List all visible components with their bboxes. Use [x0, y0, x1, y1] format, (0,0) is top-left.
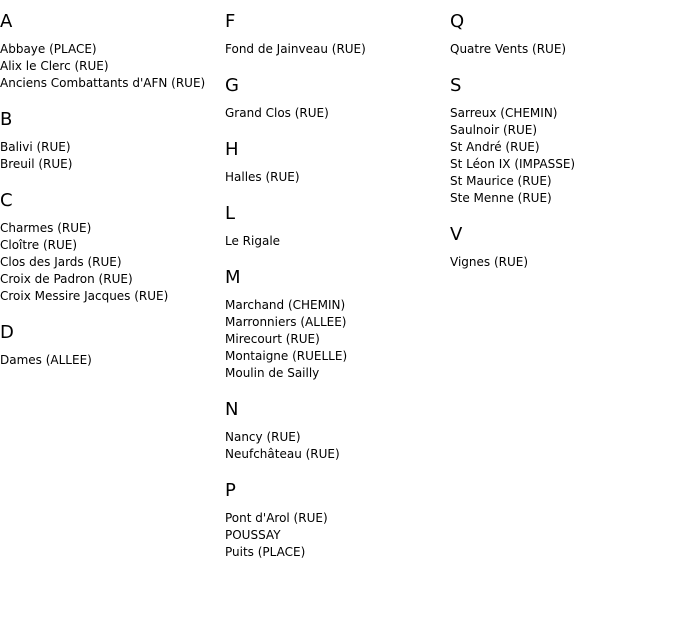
street-list: [225, 41, 445, 58]
street-link[interactable]: Abbaye (PLACE): [0, 42, 97, 56]
street-list: [0, 352, 220, 369]
column-1: [0, 0, 220, 369]
letter-section: [225, 267, 445, 382]
section-letter-heading: S: [450, 75, 462, 96]
street-link[interactable]: Dames (ALLEE): [0, 353, 92, 367]
street-list: [0, 41, 220, 92]
street-link[interactable]: Charmes (RUE): [0, 221, 92, 235]
letter-section: [225, 399, 445, 463]
letter-section: [450, 224, 670, 271]
letter-section: [225, 203, 445, 250]
street-link[interactable]: St André (RUE): [450, 140, 540, 154]
street-link[interactable]: Cloître (RUE): [0, 238, 78, 252]
street-list: [0, 139, 220, 173]
section-letter-heading: M: [225, 267, 241, 288]
street-link[interactable]: Grand Clos (RUE): [225, 106, 329, 120]
column-2: [225, 0, 445, 561]
street-link[interactable]: Montaigne (RUELLE): [225, 349, 348, 363]
letter-section: [450, 11, 670, 58]
section-letter-heading: G: [225, 75, 239, 96]
street-link[interactable]: Clos des Jards (RUE): [0, 255, 122, 269]
section-letter-heading: C: [0, 190, 13, 211]
street-link[interactable]: Breuil (RUE): [0, 157, 73, 171]
street-link[interactable]: Nancy (RUE): [225, 430, 301, 444]
letter-section: [225, 75, 445, 122]
letter-section: [0, 11, 220, 92]
section-letter-heading: F: [225, 11, 236, 32]
street-link[interactable]: Pont d'Arol (RUE): [225, 511, 328, 525]
letter-section: [225, 480, 445, 561]
street-link[interactable]: Ste Menne (RUE): [450, 191, 552, 205]
street-link[interactable]: Neufchâteau (RUE): [225, 447, 340, 461]
letter-section: [0, 322, 220, 369]
column-3: [450, 0, 670, 271]
section-letter-heading: B: [0, 109, 13, 130]
street-list: [450, 105, 670, 207]
street-link[interactable]: Fond de Jainveau (RUE): [225, 42, 366, 56]
street-link[interactable]: St Léon IX (IMPASSE): [450, 157, 576, 171]
letter-section: [0, 109, 220, 173]
street-link[interactable]: Anciens Combattants d'AFN (RUE): [0, 76, 206, 90]
street-link[interactable]: Marchand (CHEMIN): [225, 298, 346, 312]
street-link[interactable]: Alix le Clerc (RUE): [0, 59, 109, 73]
street-link[interactable]: Mirecourt (RUE): [225, 332, 320, 346]
street-link[interactable]: Sarreux (CHEMIN): [450, 106, 558, 120]
street-link[interactable]: Moulin de Sailly: [225, 366, 320, 380]
street-link[interactable]: Saulnoir (RUE): [450, 123, 538, 137]
street-list: [0, 220, 220, 305]
street-link[interactable]: Croix de Padron (RUE): [0, 272, 133, 286]
street-list: [225, 297, 445, 382]
street-link[interactable]: Halles (RUE): [225, 170, 300, 184]
street-link[interactable]: POUSSAY: [225, 528, 281, 542]
section-letter-heading: V: [450, 224, 463, 245]
street-link[interactable]: Balivi (RUE): [0, 140, 71, 154]
street-list: [225, 233, 445, 250]
street-link[interactable]: Quatre Vents (RUE): [450, 42, 567, 56]
street-link[interactable]: Puits (PLACE): [225, 545, 306, 559]
street-link[interactable]: Vignes (RUE): [450, 255, 529, 269]
street-link[interactable]: St Maurice (RUE): [450, 174, 552, 188]
letter-section: [225, 139, 445, 186]
street-list: [225, 510, 445, 561]
section-letter-heading: A: [0, 11, 13, 32]
letter-section: [225, 11, 445, 58]
section-letter-heading: N: [225, 399, 239, 420]
street-link[interactable]: Croix Messire Jacques (RUE): [0, 289, 169, 303]
street-list: [450, 41, 670, 58]
section-letter-heading: D: [0, 322, 14, 343]
letter-section: [450, 75, 670, 207]
street-link[interactable]: Le Rigale: [225, 234, 281, 248]
street-list: [225, 429, 445, 463]
section-letter-heading: Q: [450, 11, 465, 32]
section-letter-heading: P: [225, 480, 236, 501]
street-list: [225, 105, 445, 122]
street-link[interactable]: Marronniers (ALLEE): [225, 315, 347, 329]
section-letter-heading: L: [225, 203, 236, 224]
street-list: [225, 169, 445, 186]
section-letter-heading: H: [225, 139, 239, 160]
letter-section: [0, 190, 220, 305]
street-list: [450, 254, 670, 271]
